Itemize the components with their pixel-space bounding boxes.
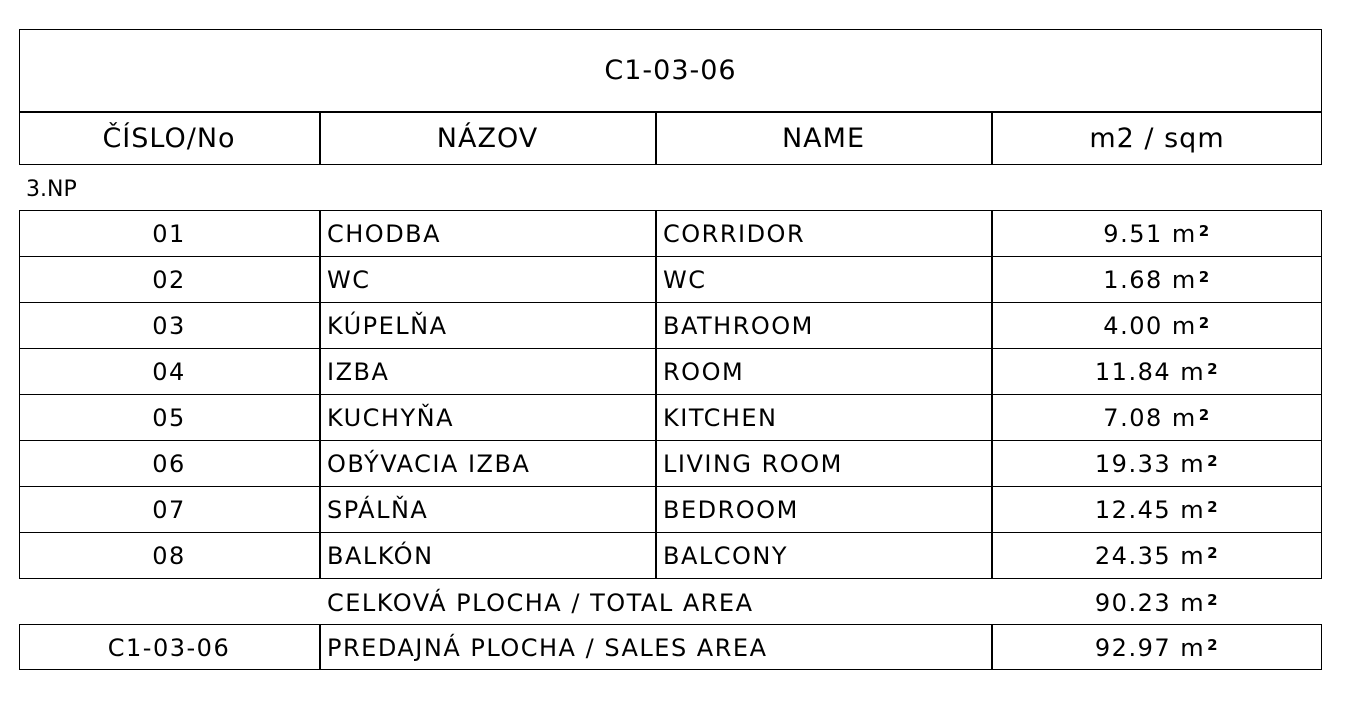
room-number: 05 xyxy=(152,404,186,432)
room-area xyxy=(992,350,1322,394)
area-value: 1.68 xyxy=(1103,266,1163,294)
area-unit-exponent: 2 xyxy=(1198,222,1211,240)
room-name-en: CORRIDOR xyxy=(663,220,806,248)
header-area: m2 / sqm xyxy=(1089,122,1225,154)
area-unit: m xyxy=(1180,589,1206,617)
row-divider xyxy=(19,486,1322,487)
row-divider xyxy=(19,348,1322,349)
room-area xyxy=(992,396,1322,440)
area-value: 90.23 xyxy=(1094,589,1172,617)
header-name-en: NAME xyxy=(781,122,866,154)
area-unit-exponent: 2 xyxy=(1198,268,1211,286)
row-divider xyxy=(19,440,1322,441)
area-unit: m xyxy=(1171,266,1197,294)
room-number: 02 xyxy=(152,266,186,294)
room-name-en: ROOM xyxy=(663,358,745,386)
area-unit-exponent: 2 xyxy=(1198,314,1211,332)
area-value: 24.35 xyxy=(1094,542,1172,570)
area-value: 9.51 xyxy=(1103,220,1163,248)
room-area xyxy=(992,488,1322,532)
room-area xyxy=(992,258,1322,302)
room-area xyxy=(992,534,1322,578)
room-area xyxy=(992,212,1322,256)
area-unit: m xyxy=(1171,220,1197,248)
area-unit-exponent: 2 xyxy=(1207,591,1220,609)
area-unit-exponent: 2 xyxy=(1207,360,1220,378)
area-unit: m xyxy=(1171,404,1197,432)
area-unit: m xyxy=(1180,496,1206,524)
area-unit-exponent: 2 xyxy=(1207,636,1220,654)
room-name-sk: IZBA xyxy=(327,358,390,386)
room-number: 01 xyxy=(152,220,186,248)
area-unit-exponent: 2 xyxy=(1207,544,1220,562)
room-name-sk: WC xyxy=(327,266,371,294)
room-number: 04 xyxy=(152,358,186,386)
area-value: 12.45 xyxy=(1094,496,1172,524)
sales-area xyxy=(992,626,1322,670)
area-value: 19.33 xyxy=(1094,450,1172,478)
row-divider xyxy=(19,302,1322,303)
row-divider xyxy=(19,532,1322,533)
area-value: 4.00 xyxy=(1103,312,1163,340)
area-unit-exponent: 2 xyxy=(1207,452,1220,470)
area-unit: m xyxy=(1171,312,1197,340)
total-area xyxy=(992,581,1322,625)
room-number: 03 xyxy=(152,312,186,340)
section-label: 3.NP xyxy=(26,176,77,202)
room-number: 06 xyxy=(152,450,186,478)
total-label: CELKOVÁ PLOCHA / TOTAL AREA xyxy=(327,589,754,617)
room-name-en: WC xyxy=(663,266,707,294)
header-number: ČÍSLO/No xyxy=(102,122,236,154)
room-name-en: LIVING ROOM xyxy=(663,450,843,478)
area-value: 92.97 xyxy=(1094,634,1172,662)
area-value: 7.08 xyxy=(1103,404,1163,432)
room-name-sk: CHODBA xyxy=(327,220,442,248)
area-unit-exponent: 2 xyxy=(1207,498,1220,516)
area-value: 11.84 xyxy=(1094,358,1172,386)
room-name-en: BATHROOM xyxy=(663,312,814,340)
row-divider xyxy=(19,256,1322,257)
room-name-sk: KÚPELŇA xyxy=(327,312,448,340)
room-area xyxy=(992,304,1322,348)
area-unit: m xyxy=(1180,542,1206,570)
area-unit: m xyxy=(1180,450,1206,478)
room-name-sk: SPÁLŇA xyxy=(327,496,429,524)
row-divider xyxy=(19,394,1322,395)
header-name-sk: NÁZOV xyxy=(436,122,539,154)
room-area xyxy=(992,442,1322,486)
room-number: 07 xyxy=(152,496,186,524)
room-name-en: BALCONY xyxy=(663,542,789,570)
room-name-sk: BALKÓN xyxy=(327,542,434,570)
room-number: 08 xyxy=(152,542,186,570)
schedule-title: C1-03-06 xyxy=(604,54,737,86)
room-name-en: KITCHEN xyxy=(663,404,778,432)
room-name-sk: KUCHYŇA xyxy=(327,404,454,432)
room-name-sk: OBÝVACIA IZBA xyxy=(327,450,531,478)
sales-code: C1-03-06 xyxy=(107,634,231,662)
area-unit-exponent: 2 xyxy=(1198,406,1211,424)
area-unit: m xyxy=(1180,634,1206,662)
area-unit: m xyxy=(1180,358,1206,386)
sales-label: PREDAJNÁ PLOCHA / SALES AREA xyxy=(327,634,768,662)
room-name-en: BEDROOM xyxy=(663,496,799,524)
